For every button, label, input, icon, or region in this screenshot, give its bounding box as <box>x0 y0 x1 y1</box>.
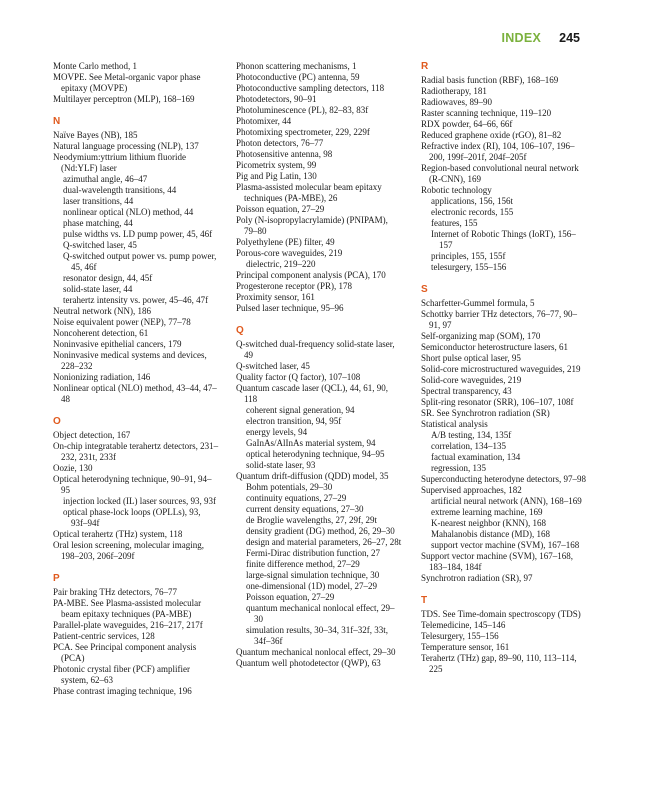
index-entry: MOVPE. See Metal-organic vapor phase epitaxy (MOVPE) <box>53 72 201 93</box>
index-entry: Q-switched dual-frequency solid-state laser, 49 <box>236 339 395 360</box>
index-subentry: azimuthal angle, 46–47 <box>63 174 148 184</box>
index-entry: Photoluminescence (PL), 82–83, 83f <box>236 105 369 115</box>
index-entry: Pair braking THz detectors, 76–77 <box>53 587 178 597</box>
index-entry: Noninvasive medical systems and devices, 228–232 <box>53 350 207 371</box>
index-entry: Temperature sensor, 161 <box>421 642 510 652</box>
index-subentry: one-dimensional (1D) model, 27–29 <box>246 581 377 591</box>
index-entry: Phonon scattering mechanisms, 1 <box>236 61 357 71</box>
index-entry: Terahertz (THz) gap, 89–90, 110, 113–114, 225 <box>421 653 577 674</box>
index-entry: RDX powder, 64–66, 66f <box>421 119 513 129</box>
index-entry: Object detection, 167 <box>53 430 131 440</box>
index-entry: Solid-core microstructured waveguides, 219 <box>421 364 581 374</box>
index-letter-heading: O <box>53 416 61 427</box>
index-subentry: K-nearest neighbor (KNN), 168 <box>431 518 546 528</box>
index-entry: Quantum cascade laser (QCL), 44, 61, 90, 118 <box>236 383 388 404</box>
index-subentry: continuity equations, 27–29 <box>246 493 347 503</box>
index-entry: Schottky barrier THz detectors, 76–77, 90–91, 97 <box>421 309 578 330</box>
index-entry: Quality factor (Q factor), 107–108 <box>236 372 361 382</box>
index-entry: Picometrix system, 99 <box>236 160 317 170</box>
index-subentry: phase matching, 44 <box>63 218 133 228</box>
index-subentry: solid-state laser, 44 <box>63 284 133 294</box>
index-entry: Self-organizing map (SOM), 170 <box>421 331 541 341</box>
index-entry: Neodymium:yttrium lithium fluoride (Nd:YLF) laser <box>53 152 186 173</box>
index-entry: Synchrotron radiation (SR), 97 <box>421 573 533 583</box>
index-subentry: regression, 135 <box>431 463 486 473</box>
index-subentry: de Broglie wavelengths, 27, 29f, 29t <box>246 515 377 525</box>
index-subentry: Q-switched laser, 45 <box>63 240 137 250</box>
index-subentry: quantum mechanical nonlocal effect, 29–30 <box>246 603 395 624</box>
index-entry: Noise equivalent power (NEP), 77–78 <box>53 317 191 327</box>
index-entry: Quantum drift-diffusion (QDD) model, 35 <box>236 471 389 481</box>
index-subentry: applications, 156, 156t <box>431 196 513 206</box>
index-entry: Naïve Bayes (NB), 185 <box>53 130 138 140</box>
index-subentry: nonlinear optical (NLO) method, 44 <box>63 207 194 217</box>
index-subentry: density gradient (DG) method, 26, 29–30 <box>246 526 395 536</box>
index-entry: Patient-centric services, 128 <box>53 631 155 641</box>
index-subentry: factual examination, 134 <box>431 452 521 462</box>
index-entry: Nonionizing radiation, 146 <box>53 372 151 382</box>
index-entry: Poly (N-isopropylacrylamide) (PNIPAM), 79–80 <box>236 215 388 236</box>
index-entry: Photodetectors, 90–91 <box>236 94 317 104</box>
index-entry: Parallel-plate waveguides, 216–217, 217f <box>53 620 203 630</box>
index-subentry: injection locked (IL) laser sources, 93, 93f <box>63 496 216 506</box>
index-entry: Quantum mechanical nonlocal effect, 29–30 <box>236 647 396 657</box>
index-subentry: current density equations, 27–30 <box>246 504 364 514</box>
index-entry: Noninvasive epithelial cancers, 179 <box>53 339 182 349</box>
index-subentry: Poisson equation, 27–29 <box>246 592 335 602</box>
index-subentry: solid-state laser, 93 <box>246 460 316 470</box>
index-subentry: GaInAs/AlInAs material system, 94 <box>246 438 376 448</box>
index-column-2 <box>236 61 402 669</box>
index-entry: Support vector machine (SVM), 167–168, 183–184, 184f <box>421 551 573 572</box>
index-entry: Nonlinear optical (NLO) method, 43–44, 47–48 <box>53 383 217 404</box>
index-entry: Raster scanning technique, 119–120 <box>421 108 552 118</box>
index-entry: Photonic crystal fiber (PCF) amplifier system, 62–63 <box>53 664 190 685</box>
index-subentry: simulation results, 30–34, 31f–32f, 33t, 34f–36f <box>246 625 388 646</box>
index-entry: Telemedicine, 145–146 <box>421 620 506 630</box>
index-entry: Spectral transparency, 43 <box>421 386 512 396</box>
index-entry: Neutral network (NN), 186 <box>53 306 151 316</box>
index-entry: Reduced graphene oxide (rGO), 81–82 <box>421 130 562 140</box>
index-entry: Solid-core waveguides, 219 <box>421 375 522 385</box>
index-entry: Radiowaves, 89–90 <box>421 97 492 107</box>
index-subentry: resonator design, 44, 45f <box>63 273 153 283</box>
index-entry: Semiconductor heterostructure lasers, 61 <box>421 342 568 352</box>
index-subentry: Q-switched output power vs. pump power, 45, 46f <box>63 251 217 272</box>
index-entry: Scharfetter-Gummel formula, 5 <box>421 298 535 308</box>
index-subentry: Fermi-Dirac distribution function, 27 <box>246 548 380 558</box>
index-entry: Photomixing spectrometer, 229, 229f <box>236 127 370 137</box>
index-subentry: finite difference method, 27–29 <box>246 559 360 569</box>
index-entry: Proximity sensor, 161 <box>236 292 315 302</box>
index-subentry: design and material parameters, 26–27, 28t <box>246 537 402 547</box>
index-entry: SR. See Synchrotron radiation (SR) <box>421 408 550 418</box>
index-subentry: large-signal simulation technique, 30 <box>246 570 380 580</box>
section-label: INDEX <box>501 31 542 45</box>
index-entry: Photoconductive sampling detectors, 118 <box>236 83 385 93</box>
index-letter-heading: N <box>53 116 61 127</box>
index-entry: TDS. See Time-domain spectroscopy (TDS) <box>421 609 581 619</box>
index-letter-heading: R <box>421 61 429 72</box>
index-subentry: laser transitions, 44 <box>63 196 134 206</box>
index-entry: Optical terahertz (THz) system, 118 <box>53 529 183 539</box>
index-subentry: Internet of Robotic Things (IoRT), 156–157 <box>431 229 576 250</box>
index-entry: On-chip integratable terahertz detectors, 231–232, 231t, 233f <box>53 441 219 462</box>
index-subentry: dual-wavelength transitions, 44 <box>63 185 177 195</box>
index-entry: Progesterone receptor (PR), 178 <box>236 281 352 291</box>
index-entry: Porous-core waveguides, 219 <box>236 248 343 258</box>
index-entry: PA-MBE. See Plasma-assisted molecular beam epitaxy techniques (PA-MBE) <box>53 598 202 619</box>
index-entry: Monte Carlo method, 1 <box>53 61 137 71</box>
index-subentry: Bohm potentials, 29–30 <box>246 482 333 492</box>
index-subentry: extreme learning machine, 169 <box>431 507 543 517</box>
index-letter-heading: P <box>53 573 60 584</box>
index-subentry: optical phase-lock loops (OPLLs), 93, 93f–94f <box>63 507 201 528</box>
index-entry: Pig and Pig Latin, 130 <box>236 171 317 181</box>
index-column-3 <box>421 61 587 675</box>
index-subentry: principles, 155, 155f <box>431 251 506 261</box>
index-entry: Photomixer, 44 <box>236 116 292 126</box>
page-number: 245 <box>559 31 580 45</box>
index-subentry: electron transition, 94, 95f <box>246 416 342 426</box>
index-entry: Q-switched laser, 45 <box>236 361 310 371</box>
index-entry: Polyethylene (PE) filter, 49 <box>236 237 335 247</box>
index-entry: PCA. See Principal component analysis (PCA) <box>53 642 197 663</box>
index-entry: Robotic technology <box>421 185 492 195</box>
page-header <box>501 31 580 47</box>
index-entry: Poisson equation, 27–29 <box>236 204 325 214</box>
index-entry: Oral lesion screening, molecular imaging, 198–203, 206f–209f <box>53 540 204 561</box>
index-entry: Photoconductive (PC) antenna, 59 <box>236 72 360 82</box>
index-column-1 <box>53 61 219 697</box>
index-entry: Short pulse optical laser, 95 <box>421 353 521 363</box>
index-entry: Refractive index (RI), 104, 106–107, 196–200, 199f–201f, 204f–205f <box>421 141 575 162</box>
index-entry: Optical heterodyning technique, 90–91, 94–95 <box>53 474 212 495</box>
index-entry: Radial basis function (RBF), 168–169 <box>421 75 559 85</box>
index-subentry: optical heterodyning technique, 94–95 <box>246 449 385 459</box>
index-entry: Photon detectors, 76–77 <box>236 138 324 148</box>
index-entry: Superconducting heterodyne detectors, 97–98 <box>421 474 586 484</box>
index-entry: Photosensitive antenna, 98 <box>236 149 333 159</box>
index-entry: Plasma-assisted molecular beam epitaxy techniques (PA-MBE), 26 <box>236 182 382 203</box>
index-entry: Statistical analysis <box>421 419 488 429</box>
index-entry: Pulsed laser technique, 95–96 <box>236 303 344 313</box>
index-entry: Quantum well photodetector (QWP), 63 <box>236 658 381 668</box>
index-entry: Phase contrast imaging technique, 196 <box>53 686 192 696</box>
index-subentry: energy levels, 94 <box>246 427 308 437</box>
index-subentry: Mahalanobis distance (MD), 168 <box>431 529 550 539</box>
index-subentry: electronic records, 155 <box>431 207 514 217</box>
index-entry: Oozie, 130 <box>53 463 93 473</box>
index-subentry: dielectric, 219–220 <box>246 259 316 269</box>
index-subentry: artificial neural network (ANN), 168–169 <box>431 496 582 506</box>
index-entry: Split-ring resonator (SRR), 106–107, 108f <box>421 397 574 407</box>
index-letter-heading: S <box>421 284 428 295</box>
index-subentry: A/B testing, 134, 135f <box>431 430 512 440</box>
index-subentry: terahertz intensity vs. power, 45–46, 47f <box>63 295 209 305</box>
index-letter-heading: T <box>421 595 428 606</box>
index-subentry: support vector machine (SVM), 167–168 <box>431 540 580 550</box>
index-subentry: telesurgery, 155–156 <box>431 262 507 272</box>
index-subentry: pulse widths vs. LD pump power, 45, 46f <box>63 229 213 239</box>
index-letter-heading: Q <box>236 325 244 336</box>
index-entry: Region-based convolutional neural network (R-CNN), 169 <box>421 163 579 184</box>
index-subentry: coherent signal generation, 94 <box>246 405 355 415</box>
index-entry: Multilayer perceptron (MLP), 168–169 <box>53 94 195 104</box>
index-entry: Radiotherapy, 181 <box>421 86 487 96</box>
index-entry: Supervised approaches, 182 <box>421 485 522 495</box>
index-entry: Telesurgery, 155–156 <box>421 631 499 641</box>
index-subentry: features, 155 <box>431 218 478 228</box>
index-entry: Natural language processing (NLP), 137 <box>53 141 199 151</box>
index-entry: Noncoherent detection, 61 <box>53 328 149 338</box>
index-entry: Principal component analysis (PCA), 170 <box>236 270 386 280</box>
index-subentry: correlation, 134–135 <box>431 441 506 451</box>
